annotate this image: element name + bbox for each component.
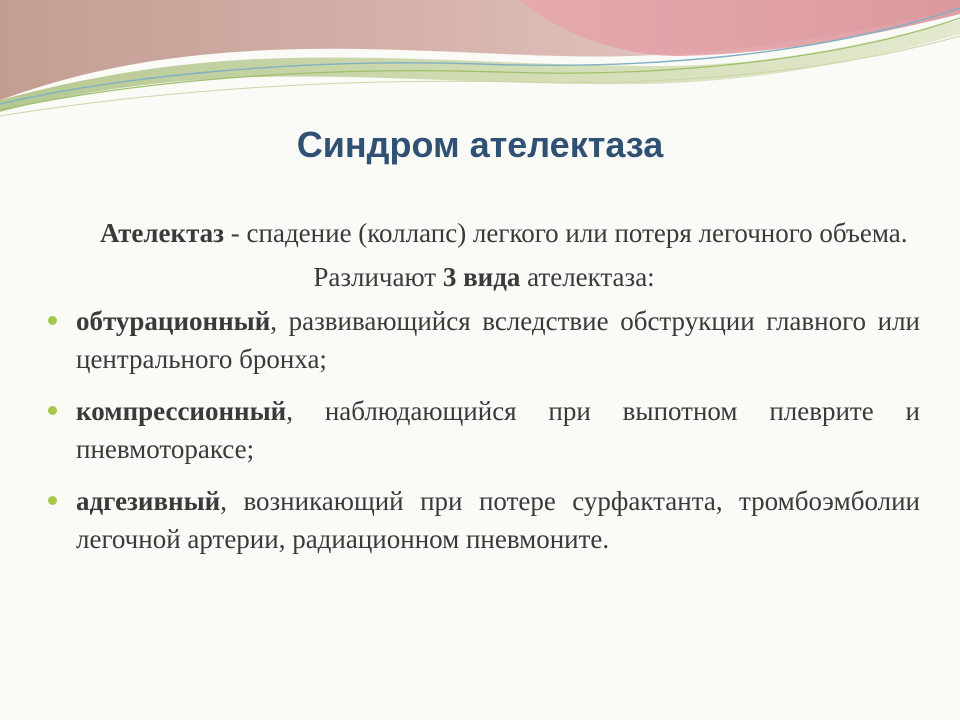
types-list (48, 302, 920, 558)
definition-text: спадение (коллапс) легкого или потеря легочного объема. (246, 218, 908, 248)
type-description: , развивающийся вследствие обструкции главного или центрального бронха; (76, 306, 920, 374)
definition-term: Ателектаз (100, 218, 225, 248)
type-description: , возникающий при потере сурфактанта, тромбоэмболии легочной артерии, радиационном пневмоните. (76, 486, 920, 554)
bullet-icon (48, 496, 57, 505)
definition-separator: - (224, 218, 247, 248)
types-intro-after: ателектаза: (520, 262, 655, 292)
types-intro-before: Различают (313, 262, 443, 292)
list-item-obturation (48, 302, 920, 378)
list-item-adhesive (48, 482, 920, 558)
bullet-icon (48, 316, 57, 325)
bullet-icon (48, 406, 57, 415)
definition-paragraph (48, 214, 920, 252)
slide-content (48, 214, 920, 558)
list-item-compression (48, 392, 920, 468)
slide-title: Синдром ателектаза (296, 124, 664, 165)
types-intro (48, 258, 920, 296)
type-description: , наблюдающийся при выпотном плеврите и пневмотораксе; (76, 396, 920, 464)
types-count: 3 вида (442, 262, 521, 292)
type-name: адгезивный (76, 486, 221, 516)
header-wave-decoration (0, 0, 960, 130)
type-name: компрессионный (76, 396, 287, 426)
type-name: обтурационный (76, 306, 271, 336)
